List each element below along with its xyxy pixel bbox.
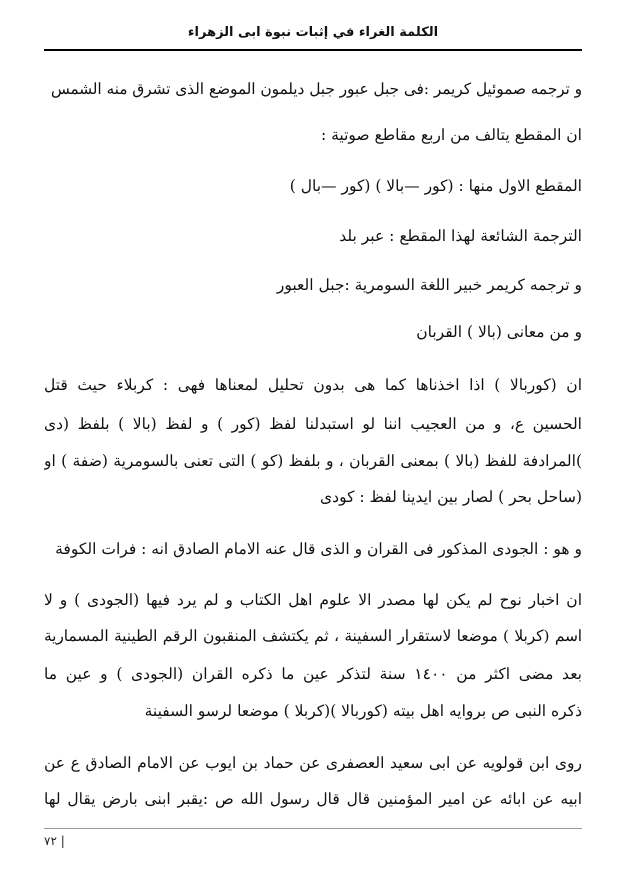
text-line: ذكره النبى ص بروايه اهل بيته (كوربالا )(كربلا ) موضعا لرسو السفينة (144, 702, 582, 720)
text-line: ان اخبار نوح لم يكن لها مصدر الا علوم اهل الكتاب و لم يرد فيها (الجودى ) و لا (44, 591, 582, 609)
text-line: اسم (كربلا ) موضعا لاستقرار السفينة ، ثم يكتشف المنقبون الرقم الطينية المسمارية (44, 627, 582, 645)
text-line: الترجمة الشائعة لهذا المقطع : عبر بلد (339, 227, 582, 245)
text-line: و هو : الجودى المذكور فى القران و الذى قال عنه الامام الصادق انه : فرات الكوفة (55, 540, 582, 558)
text-line: بعد مضى اكثر من ١٤٠٠ سنة لتذكر عين ما ذكره القران (الجودى ) و عين ما (44, 665, 582, 683)
text-line: و ترجمه كريمر خبير اللغة السومرية :جبل العبور (276, 276, 582, 294)
text-line: ان (كوربالا ) اذا اخذناها كما هى بدون تحليل لمعناها فهى : كربلاء حيث قتل (44, 376, 582, 394)
text-line: ابيه عن ابائه عن امير المؤمنين قال قال رسول الله ص :يقبر ابنى بارض يقال لها (44, 790, 582, 808)
running-header: الكلمة الغراء في إثبات نبوة ابى الزهراء (187, 25, 439, 40)
header-rule (44, 49, 582, 51)
text-line: المقطع الاول منها : (كور —بالا ) (كور —بال ) (289, 177, 582, 195)
text-line: (ساحل بحر ) لصار بين ايدينا لفظ : كودى (320, 488, 582, 506)
text-line: )المرادفة للفظ (بالا ) بمعنى القربان ، و بلفظ (كو ) التى تعنى بالسومرية (ضفة ) او (44, 452, 582, 470)
text-line: و من معانى (بالا ) القربان (416, 323, 582, 341)
text-line: و ترجمه صموئيل كريمر :فى جبل عبور جبل ديلمون الموضع الذى تشرق منه الشمس (50, 80, 582, 98)
text-line: الحسين ع، و من العجيب اننا لو استبدلنا لفظ (كور ) و لفظ (بالا ) بلفظ (دى (44, 415, 582, 433)
text-line: ان المقطع يتالف من اربع مقاطع صوتية : (320, 126, 582, 144)
footer-rule (44, 828, 582, 829)
page-number: ٧٢ | (44, 834, 65, 848)
text-line: روى ابن قولويه عن ابى سعيد العصفرى عن حماد بن ايوب عن الامام الصادق ع عن (44, 754, 582, 772)
